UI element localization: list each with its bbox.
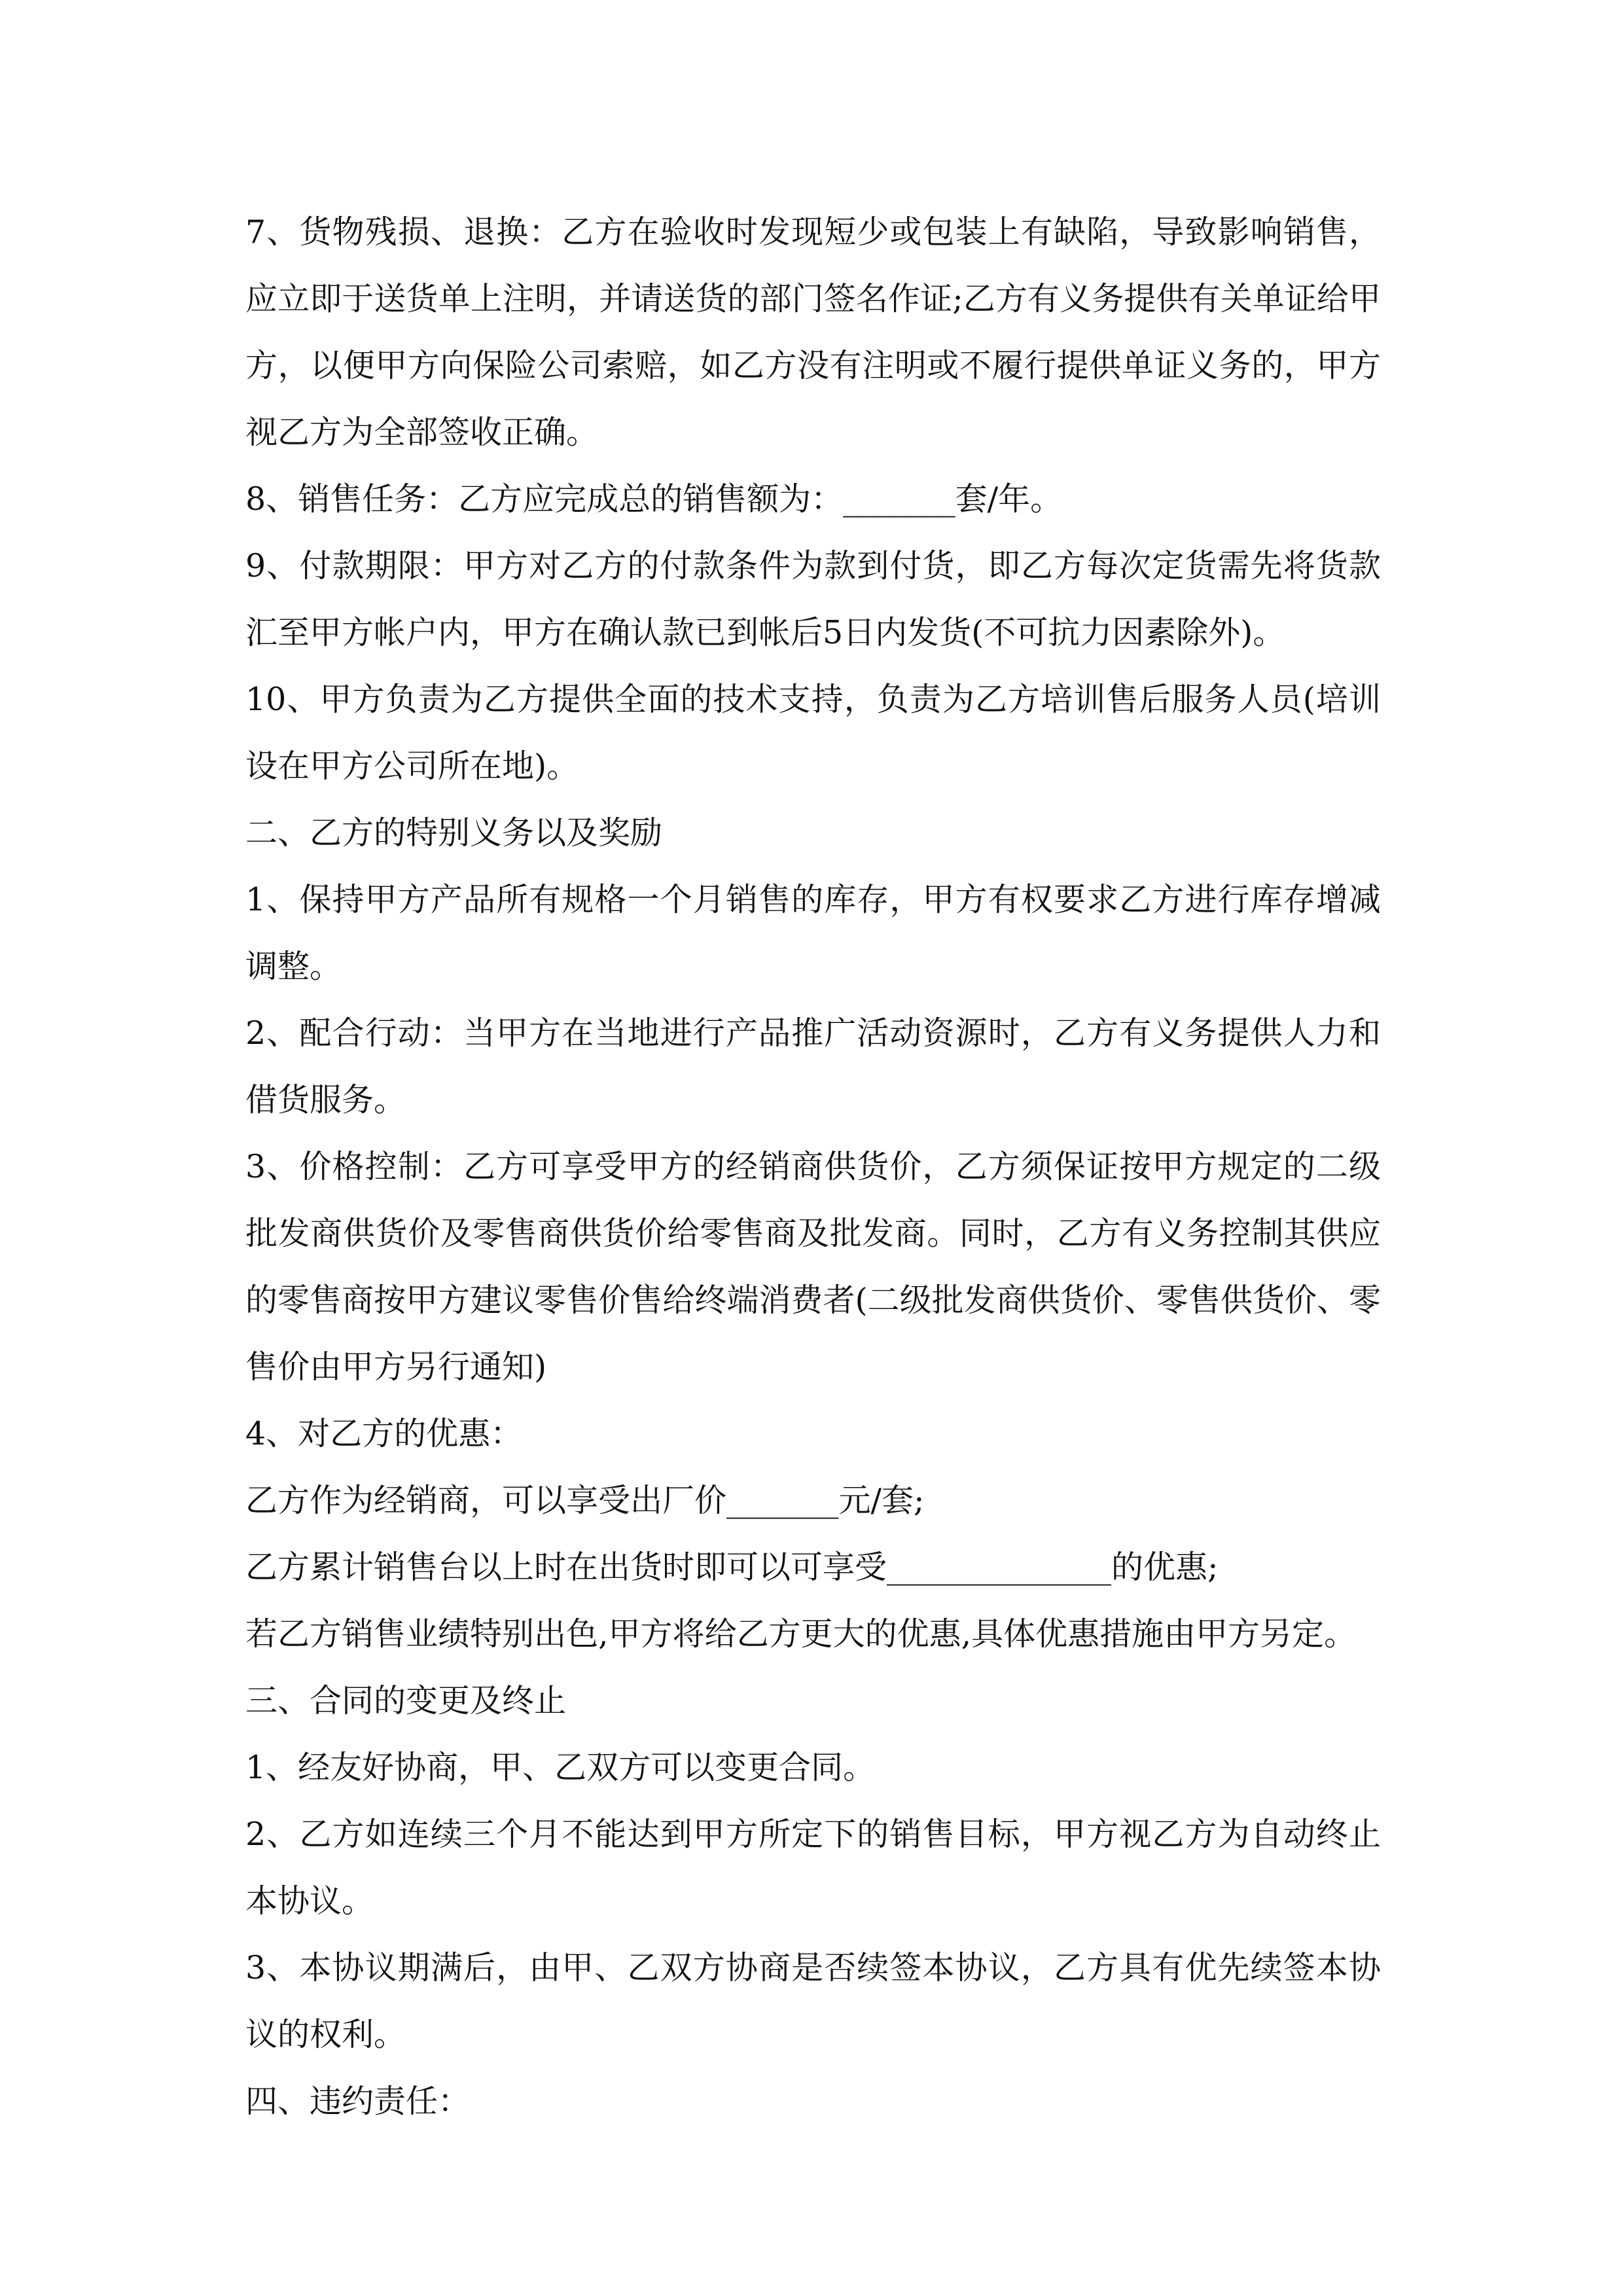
section-2-item-4-discounts: 4、对乙方的优惠： (245, 1415, 523, 1452)
section-2-heading: 二、乙方的特别义务以及奖励 (245, 814, 663, 852)
section-3-item-2: 2、乙方如连续三个月不能达到甲方所定下的销售目标，甲方视乙方为自动终止本协议。 (245, 1816, 1381, 1920)
section-3-heading: 三、合同的变更及终止 (245, 1682, 567, 1719)
clause-8-sales-target: 8、销售任务：乙方应完成总的销售额为：_______套/年。 (245, 480, 1063, 518)
discount-outstanding-performance: 若乙方销售业绩特别出色,甲方将给乙方更大的优惠,具体优惠措施由甲方另定。 (245, 1615, 1357, 1653)
discount-factory-price: 乙方作为经销商，可以享受出厂价_______元/套; (245, 1482, 925, 1519)
discount-cumulative-sales: 乙方累计销售台以上时在出货时即可以可享受______________的优惠; (245, 1549, 1219, 1586)
document-body (245, 199, 1381, 2135)
section-3-item-1: 1、经友好协商，甲、乙双方可以变更合同。 (245, 1749, 876, 1786)
section-2-item-3-price-control: 3、价格控制：乙方可享受甲方的经销商供货价，乙方须保证按甲方规定的二级批发商供货价及零售商供货价给零售商及批发商。同时，乙方有义务控制其供应的零售商按甲方建议零售价售给终端消费者(二级批发商供货价、零售供货价、零售价由甲方另行通知) (245, 1148, 1381, 1386)
clause-7-goods-damage: 7、货物残损、退换：乙方在验收时发现短少或包装上有缺陷，导致影响销售，应立即于送货单上注明，并请送货的部门签名作证;乙方有义务提供有关单证给甲方，以便甲方向保险公司索赔，如乙方没有注明或不履行提供单证义务的，甲方视乙方为全部签收正确。 (245, 213, 1381, 451)
section-4-heading: 四、违约责任： (245, 2083, 471, 2120)
clause-9-payment-terms: 9、付款期限：甲方对乙方的付款条件为款到付货，即乙方每次定货需先将货款汇至甲方帐户内，甲方在确认款已到帐后5日内发货(不可抗力因素除外)。 (245, 547, 1381, 651)
section-2-item-1-inventory: 1、保持甲方产品所有规格一个月销售的库存，甲方有权要求乙方进行库存增减调整。 (245, 881, 1381, 985)
section-3-item-3: 3、本协议期满后，由甲、乙双方协商是否续签本协议，乙方具有优先续签本协议的权利。 (245, 1949, 1381, 2053)
section-2-item-2-cooperation: 2、配合行动：当甲方在当地进行产品推广活动资源时，乙方有义务提供人力和借货服务。 (245, 1014, 1381, 1119)
clause-10-technical-support: 10、甲方负责为乙方提供全面的技术支持，负责为乙方培训售后服务人员(培训设在甲方公司所在地)。 (245, 681, 1381, 785)
